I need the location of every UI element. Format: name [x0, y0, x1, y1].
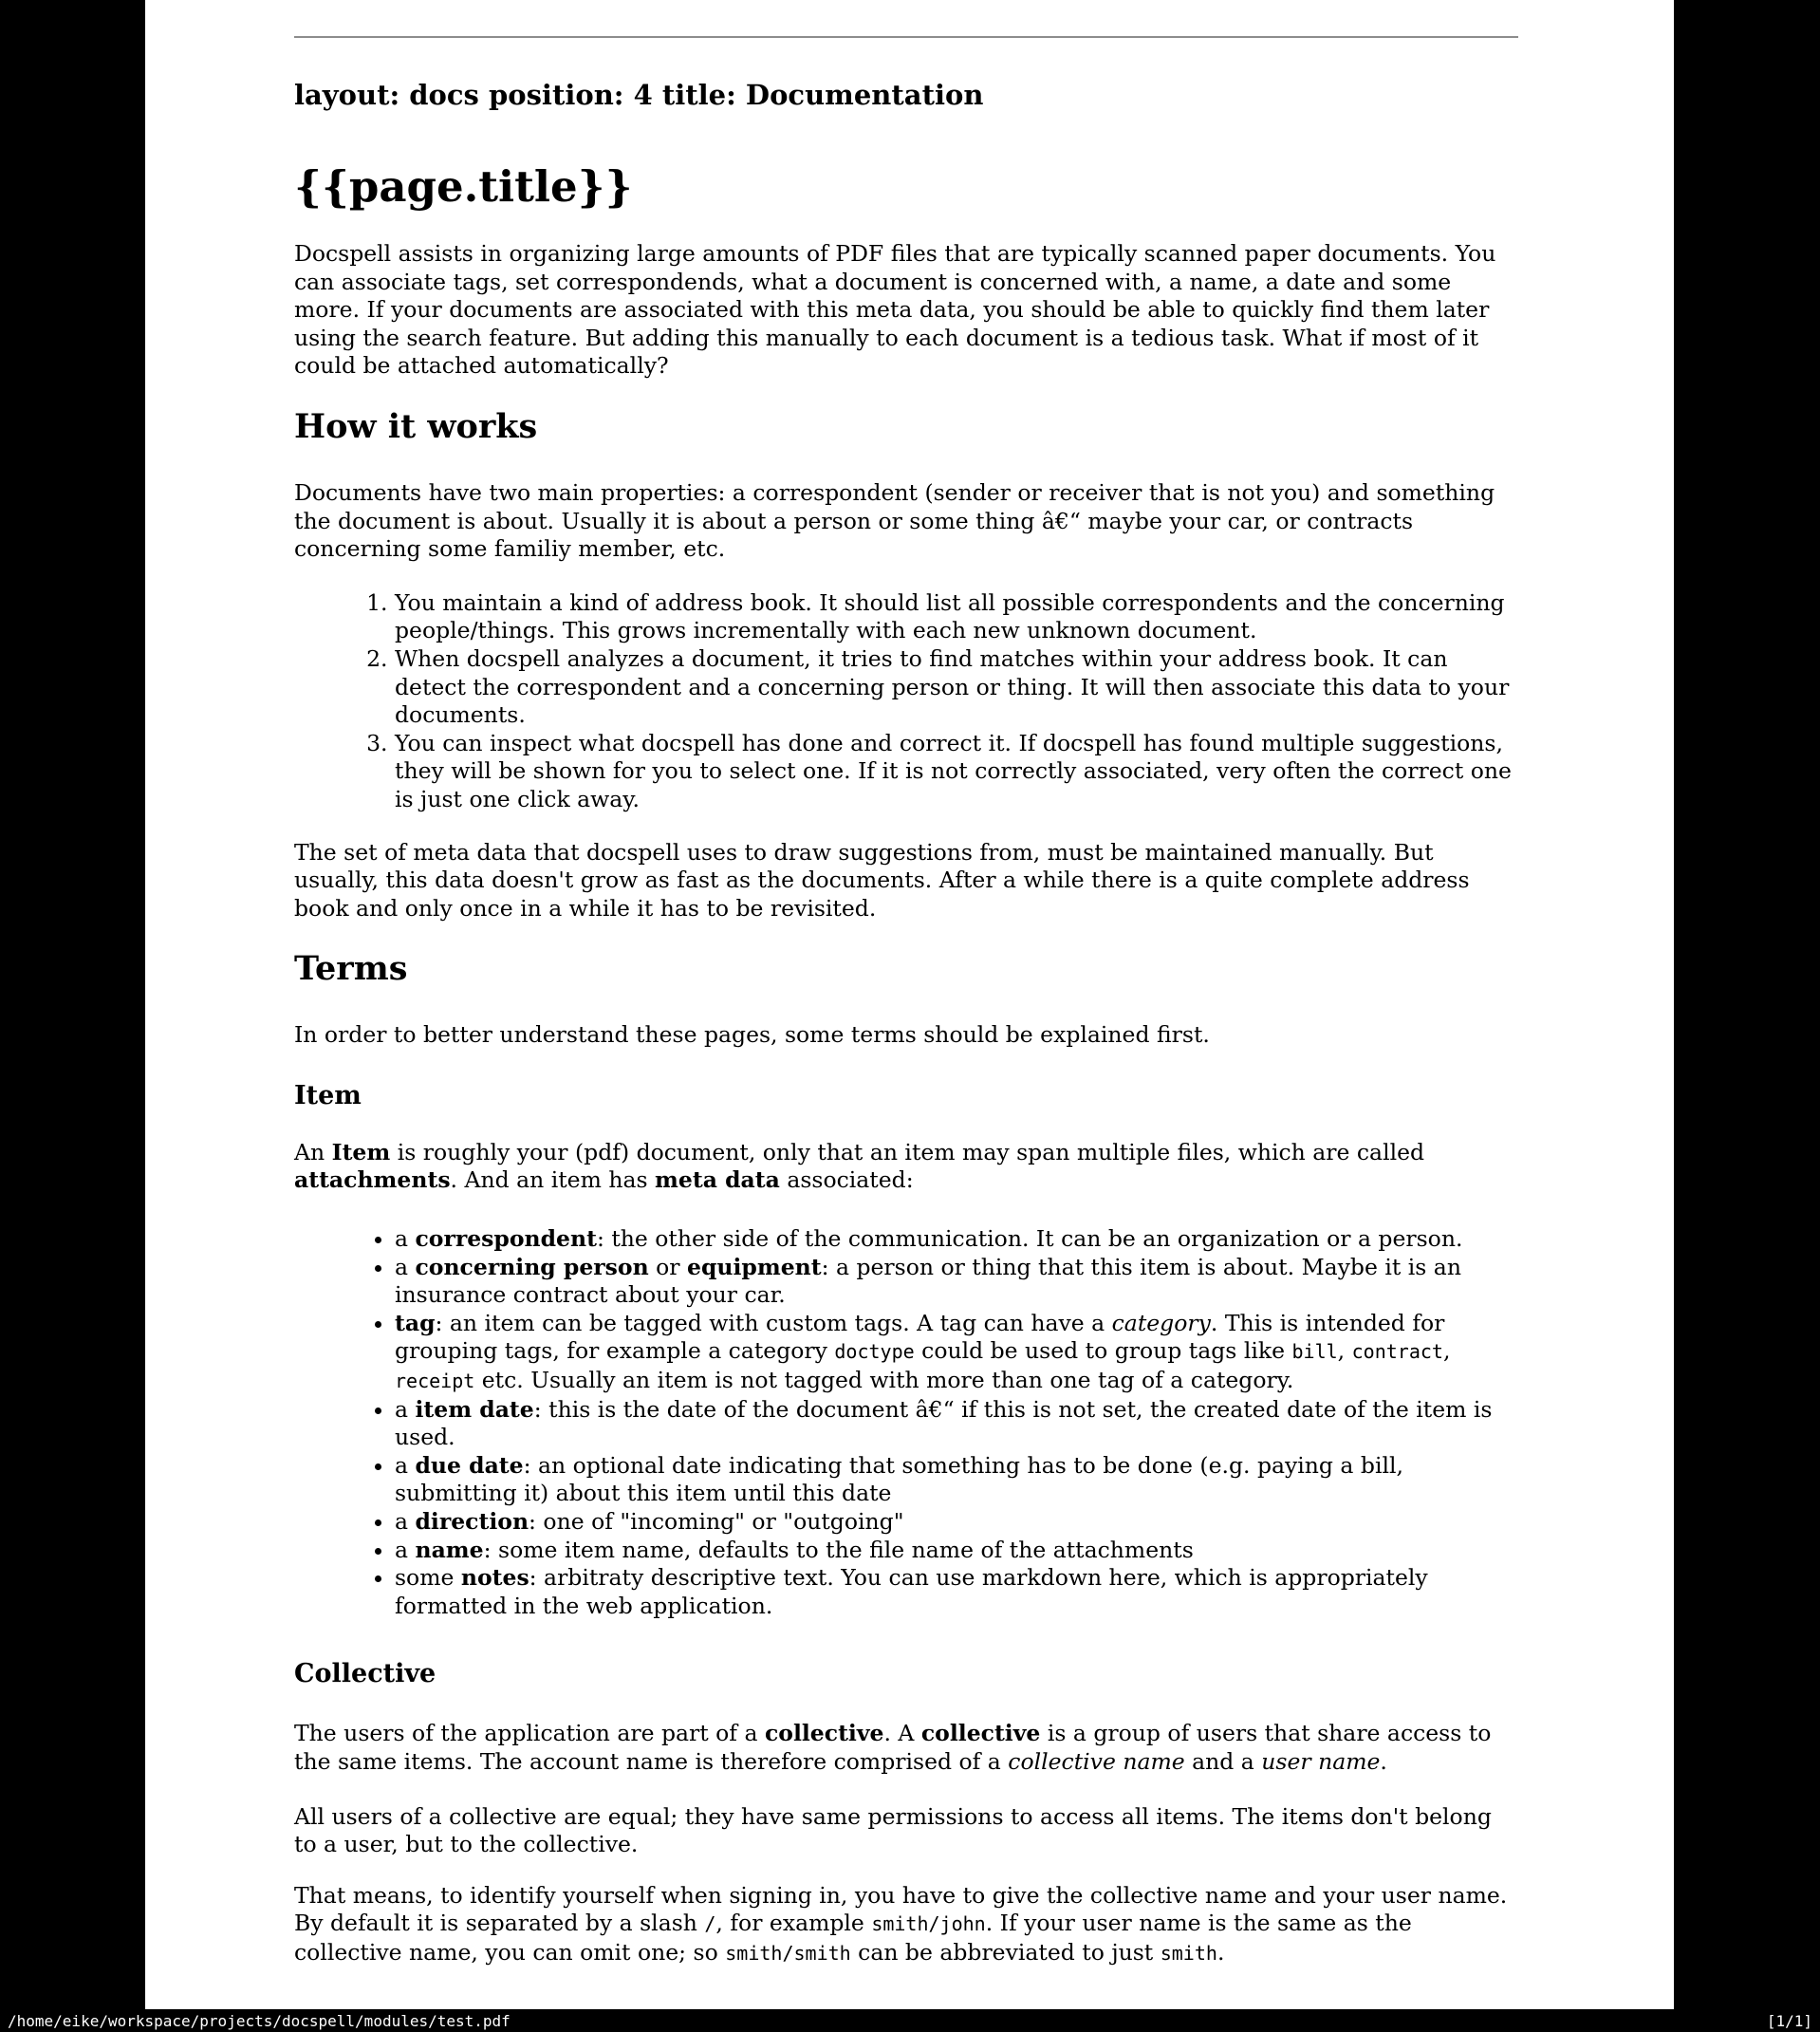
how-it-works-outro-paragraph: The set of meta data that docspell uses to draw suggestions from, must be maintained manually. But usually, this data doesn't grow as fast as the documents. After a while there is a quite complete address book and only once in a while it has to be revisited.	[294, 838, 1470, 922]
text-segment: direction	[415, 1508, 529, 1535]
subsection-heading-collective: Collective	[294, 1659, 436, 1689]
list-item	[395, 1225, 1518, 1254]
text-segment: . This is intended for grouping tags, for example a category	[395, 1309, 1445, 1365]
statusbar-file-path: /home/eike/workspace/projects/docspell/modules/test.pdf	[8, 2011, 511, 2030]
inline-code: smith/smith	[725, 1941, 851, 1965]
text-segment: a	[395, 1253, 416, 1280]
text-segment: . If your user name is the same as the collective name, you can omit one; so	[294, 1910, 1412, 1966]
page-title: {{page.title}}	[294, 161, 633, 212]
text-segment: attachments	[294, 1166, 451, 1194]
collective-paragraph-3	[294, 1882, 1518, 1968]
inline-code: doctype	[834, 1340, 915, 1364]
text-segment: a	[395, 1508, 416, 1535]
text-segment: : arbitraty descriptive text. You can use markdown here, which is appropriately formatted in the web application.	[395, 1564, 1428, 1619]
text-segment: tag	[395, 1309, 436, 1336]
text-segment: a	[395, 1536, 416, 1563]
subsection-heading-item: Item	[294, 1080, 362, 1110]
item-meta-bullet-list	[294, 1225, 1518, 1620]
text-segment: is roughly your (pdf) document, only that an item may span multiple files, which are called	[390, 1138, 1425, 1165]
inline-code: contract	[1351, 1340, 1443, 1364]
text-segment: etc. Usually an item is not tagged with more than one tag of a category.	[474, 1367, 1294, 1394]
text-segment: : a person or thing that this item is about. Maybe it is an insurance contract about your car.	[395, 1253, 1461, 1309]
text-segment: : some item name, defaults to the file name of the attachments	[483, 1536, 1194, 1563]
section-heading-how-it-works: How it works	[294, 406, 538, 446]
collective-paragraph-1	[294, 1720, 1518, 1776]
text-segment: : the other side of the communication. It can be an organization or a person.	[596, 1225, 1463, 1253]
text-segment: is a group of users that share access to the same items. The account name is therefore comprised of a	[294, 1720, 1492, 1775]
text-segment: correspondent	[415, 1225, 597, 1253]
text-segment: : one of "incoming" or "outgoing"	[529, 1508, 904, 1535]
text-segment: item date	[415, 1395, 534, 1423]
text-segment: and a	[1184, 1747, 1262, 1775]
text-segment: .	[1380, 1747, 1387, 1775]
how-it-works-steps-list	[294, 589, 1518, 814]
text-segment: . A	[883, 1720, 921, 1747]
inline-code: smith	[1160, 1941, 1217, 1965]
terms-intro-paragraph: In order to better understand these pages, some terms should be explained first.	[294, 1021, 1210, 1049]
text-segment: concerning person	[415, 1253, 649, 1280]
inline-code: /	[704, 1912, 716, 1936]
list-item	[395, 1452, 1518, 1508]
text-segment: The users of the application are part of a	[294, 1720, 765, 1747]
inline-code: bill	[1291, 1340, 1338, 1364]
text-segment: collective	[920, 1720, 1041, 1747]
item-intro-paragraph	[294, 1139, 1518, 1195]
intro-paragraph: Docspell assists in organizing large amounts of PDF files that are typically scanned paper documents. You can associate tags, set correspondends, what a document is concerned with, a name, a date and some more. If your documents are associated with this meta data, you should be able to quickly find them later using the search feature. But adding this manually to each document is a tedious task. What if most of it could be attached automatically?	[294, 240, 1496, 380]
text-segment: associated:	[779, 1166, 914, 1194]
text-segment: due date	[415, 1451, 524, 1479]
text-segment: : an item can be tagged with custom tags. A tag can have a	[435, 1309, 1112, 1336]
text-segment: collective	[764, 1720, 884, 1747]
text-segment: a	[395, 1225, 416, 1253]
text-segment: a	[395, 1395, 416, 1423]
list-item: 3. You can inspect what docspell has done and correct it. If docspell has found multiple suggestions, they will be shown for you to select one. If it is not correctly associated, very often the correct one is just one click away.	[395, 730, 1518, 814]
text-segment: ,	[1442, 1337, 1451, 1365]
text-segment: notes	[460, 1564, 529, 1592]
text-segment: collective name	[1008, 1747, 1185, 1775]
text-segment: could be used to group tags like	[914, 1337, 1292, 1365]
text-segment: name	[415, 1536, 484, 1563]
text-segment: some	[395, 1564, 461, 1592]
text-segment: category	[1111, 1309, 1211, 1336]
text-segment: meta data	[655, 1166, 780, 1194]
text-segment: Item	[331, 1138, 391, 1165]
text-segment: : this is the date of the document â€“ if this is not set, the created date of the item is used.	[395, 1395, 1493, 1451]
statusbar-page-indicator: [1/1]	[1766, 2011, 1812, 2030]
collective-paragraph-2: All users of a collective are equal; they have same permissions to access all items. The items don't belong to a user, but to the collective.	[294, 1802, 1492, 1858]
list-item: 1. You maintain a kind of address book. It should list all possible correspondents and the concerning people/things. This grows incrementally with each new unknown document.	[395, 589, 1518, 645]
list-item	[395, 1564, 1518, 1620]
text-segment: ,	[1337, 1337, 1352, 1365]
text-segment: : an optional date indicating that something has to be done (e.g. paying a bill, submitting it) about this item until this date	[395, 1451, 1403, 1507]
text-segment: , for example	[715, 1910, 872, 1937]
section-heading-terms: Terms	[294, 949, 408, 989]
list-item: 2. When docspell analyzes a document, it tries to find matches within your address book. It can detect the correspondent and a concerning person or thing. It will then associate this data to your documents.	[395, 645, 1518, 730]
text-segment: An	[294, 1138, 332, 1165]
how-it-works-paragraph: Documents have two main properties: a correspondent (sender or receiver that is not you) and something the document is about. Usually it is about a person or some thing â€“ maybe your car, or contracts concerning some familiy member, etc.	[294, 478, 1495, 563]
text-segment: .	[1216, 1938, 1225, 1966]
list-item	[395, 1537, 1518, 1565]
text-segment: equipment	[687, 1253, 822, 1280]
inline-code: smith/john	[871, 1912, 986, 1936]
text-segment: . And an item has	[450, 1166, 656, 1194]
pdf-page[interactable]	[145, 0, 1674, 2009]
text-segment: user name	[1261, 1747, 1381, 1775]
list-item	[395, 1310, 1518, 1396]
frontmatter-line: layout: docs position: 4 title: Documentation	[294, 79, 984, 111]
text-segment: can be abbreviated to just	[850, 1938, 1161, 1966]
list-item	[395, 1508, 1518, 1537]
statusbar	[0, 2009, 1820, 2032]
text-segment: a	[395, 1451, 416, 1479]
text-segment: or	[648, 1253, 687, 1280]
list-item	[395, 1396, 1518, 1452]
inline-code: receipt	[395, 1370, 475, 1393]
text-segment: That means, to identify yourself when signing in, you have to give the collective name and your user name. By default it is separated by a slash	[294, 1881, 1508, 1937]
list-item	[395, 1254, 1518, 1310]
frontmatter-divider	[294, 36, 1518, 38]
